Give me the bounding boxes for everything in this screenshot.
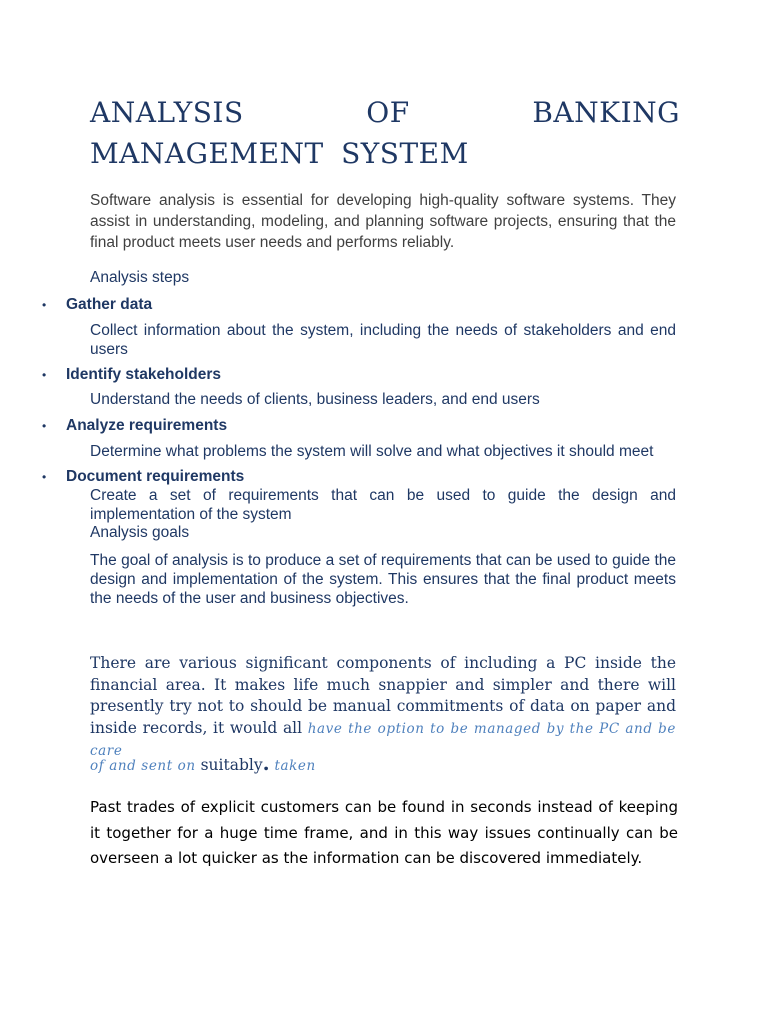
italic-text: taken xyxy=(269,758,316,774)
step-description: Create a set of requirements that can be used to guide the design and implementation of the system xyxy=(90,487,676,523)
bullet-icon: • xyxy=(42,470,47,484)
steps-heading: Analysis steps xyxy=(90,269,190,286)
goals-heading: Analysis goals xyxy=(90,524,190,541)
closing-paragraph: Past trades of explicit customers can be found in seconds instead of keeping it together for a huge time frame, and in this way issues continually can be overseen a lot quicker as the information can be discovered immediately. xyxy=(90,798,678,867)
document-title: ANALYSIS OF BANKING MANAGEMENT SYSTEM xyxy=(90,96,680,170)
bullet-icon: • xyxy=(42,368,47,382)
goals-paragraph: The goal of analysis is to produce a set of requirements that can be used to guide the design and implementation of the system. This ensures that the final product meets the needs of the user and business objectives. xyxy=(90,552,676,607)
step-title: Analyze requirements xyxy=(66,417,228,434)
serif-paragraph-continuation xyxy=(90,752,676,777)
list-item xyxy=(42,467,244,487)
period-mark: . xyxy=(262,751,270,775)
list-item xyxy=(42,416,227,436)
bullet-icon: • xyxy=(42,298,47,312)
step-title: Identify stakeholders xyxy=(66,366,222,383)
intro-paragraph: Software analysis is essential for developing high-quality software systems. They assist in understanding, modeling, and planning software projects, ensuring that the final product meets user needs and performs reliably. xyxy=(90,192,676,251)
italic-text: have the option to be managed by the PC and be care xyxy=(90,720,676,759)
step-title: Document requirements xyxy=(66,468,245,485)
step-description: Collect information about the system, including the needs of stakeholders and end users xyxy=(90,322,676,358)
step-description: Understand the needs of clients, business leaders, and end users xyxy=(90,391,540,408)
italic-text: of and sent on xyxy=(90,758,196,774)
step-title: Gather data xyxy=(66,296,153,313)
serif-text: suitably xyxy=(195,756,263,774)
list-item xyxy=(42,365,221,385)
bullet-icon: • xyxy=(42,419,47,433)
step-description: Determine what problems the system will solve and what objectives it should meet xyxy=(90,443,654,460)
serif-paragraph xyxy=(90,653,676,763)
serif-text: There are various significant components of including a PC inside the financial area. It makes life much snappier and simpler and there will presently try not to should be manual commitments of data on paper and inside records, it would all xyxy=(90,654,676,737)
list-item xyxy=(42,295,152,315)
